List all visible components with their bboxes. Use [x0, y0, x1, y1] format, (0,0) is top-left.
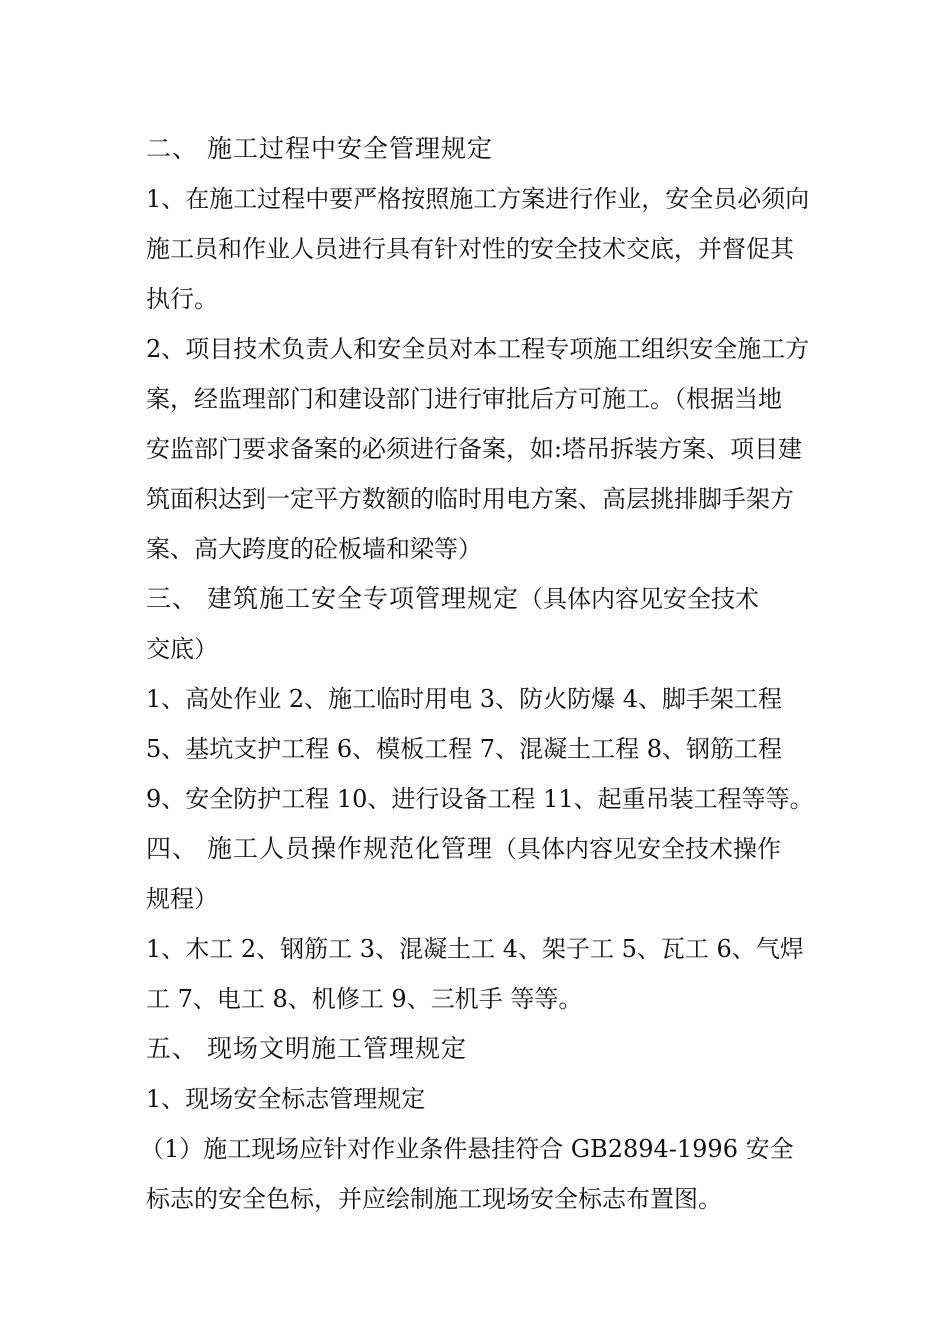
heading-text: 五、 现场文明施工管理规定	[146, 1034, 467, 1063]
section-heading-3	[146, 574, 810, 624]
paragraph-line: 1、高处作业 2、施工临时用电 3、防火防爆 4、脚手架工程	[146, 685, 782, 713]
paragraph-line: 5、基坑支护工程 6、模板工程 7、混凝土工程 8、钢筋工程	[146, 735, 782, 763]
paragraph-line: 交底）	[146, 635, 218, 663]
paragraph-line: 筑面积达到一定平方数额的临时用电方案、高层挑排脚手架方	[146, 485, 794, 513]
paragraph-line: 9、安全防护工程 10、进行设备工程 11、起重吊装工程等等。	[146, 785, 814, 813]
paragraph-line: 安监部门要求备案的必须进行备案，如:塔吊拆装方案、项目建	[146, 435, 803, 463]
paragraph-line: 执行。	[146, 285, 218, 313]
paragraph-line: 1、在施工过程中要严格按照施工方案进行作业，安全员必须向	[146, 185, 810, 213]
document-body	[140, 124, 814, 1224]
paragraph-line: 施工员和作业人员进行具有针对性的安全技术交底，并督促其	[146, 235, 794, 263]
paragraph-line: 工 7、电工 8、机修工 9、三机手 等等。	[146, 985, 583, 1013]
heading-text: 三、 建筑施工安全专项管理规定	[146, 584, 519, 613]
section-heading-4	[146, 824, 810, 874]
paragraph-line: 1、木工 2、钢筋工 3、混凝土工 4、架子工 5、瓦工 6、气焊	[146, 935, 804, 963]
paragraph-line: 案、高大跨度的砼板墙和梁等）	[146, 535, 482, 563]
heading-text: 二、 施工过程中安全管理规定	[146, 134, 493, 163]
paragraph-line: 规程）	[146, 885, 218, 913]
paragraph-line: 2、项目技术负责人和安全员对本工程专项施工组织安全施工方	[146, 335, 810, 363]
paragraph-line: 案，经监理部门和建设部门进行审批后方可施工。（根据当地	[146, 385, 782, 413]
paragraph-line: 标志的安全色标，并应绘制施工现场安全标志布置图。	[146, 1185, 722, 1213]
paragraph-line: （1）施工现场应针对作业条件悬挂符合 GB2894-1996 安全	[140, 1135, 794, 1163]
section-heading-2	[146, 124, 810, 174]
section-heading-5	[146, 1024, 810, 1074]
heading-note: （具体内容见安全技术	[518, 585, 759, 613]
heading-note: （具体内容见安全技术操作	[492, 835, 781, 863]
paragraph-line: 1、现场安全标志管理规定	[146, 1085, 426, 1113]
heading-text: 四、 施工人员操作规范化管理	[146, 834, 493, 863]
